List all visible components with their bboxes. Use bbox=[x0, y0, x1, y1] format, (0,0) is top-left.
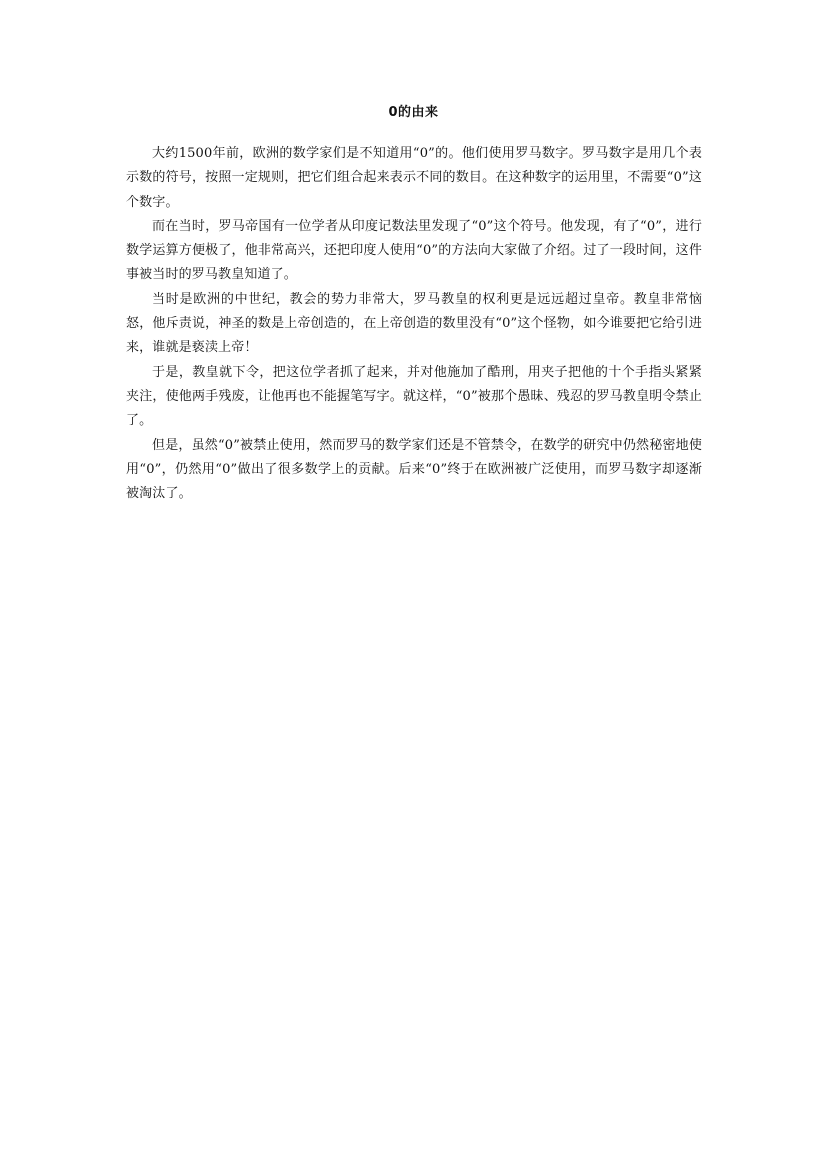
paragraph-2: 而在当时，罗马帝国有一位学者从印度记数法里发现了“0”这个符号。他发现，有了“0”，进行数学运算方便极了，他非常高兴，还把印度人使用“0”的方法向大家做了介绍。过了一段时间，这件事被当时的罗马教皇知道了。 bbox=[126, 218, 702, 283]
paragraph-4: 于是，教皇就下令，把这位学者抓了起来，并对他施加了酷刑，用夹子把他的十个手指头紧紧夹注，使他两手残废，让他再也不能握笔写字。就这样，“0”被那个愚昧、残忍的罗马教皇明令禁止了。 bbox=[126, 364, 702, 429]
paragraph-5: 但是，虽然“0”被禁止使用，然而罗马的数学家们还是不管禁令，在数学的研究中仍然秘密地使用“0”，仍然用“0”做出了很多数学上的贡献。后来“0”终于在欧洲被广泛使用，而罗马数字却逐渐被淘汰了。 bbox=[126, 437, 702, 502]
document-body bbox=[126, 142, 702, 506]
paragraph-1: 大约1500年前，欧洲的数学家们是不知道用“0”的。他们使用罗马数字。罗马数字是用几个表示数的符号，按照一定规则，把它们组合起来表示不同的数目。在这种数字的运用里，不需要“0”这个数字。 bbox=[126, 146, 702, 210]
paragraph-3: 当时是欧洲的中世纪，教会的势力非常大，罗马教皇的权利更是远远超过皇帝。教皇非常恼怒，他斥责说，神圣的数是上帝创造的，在上帝创造的数里没有“0”这个怪物，如今谁要把它给引进来，谁就是亵渎上帝！ bbox=[126, 291, 702, 356]
document-title: 0的由来 bbox=[388, 105, 439, 120]
